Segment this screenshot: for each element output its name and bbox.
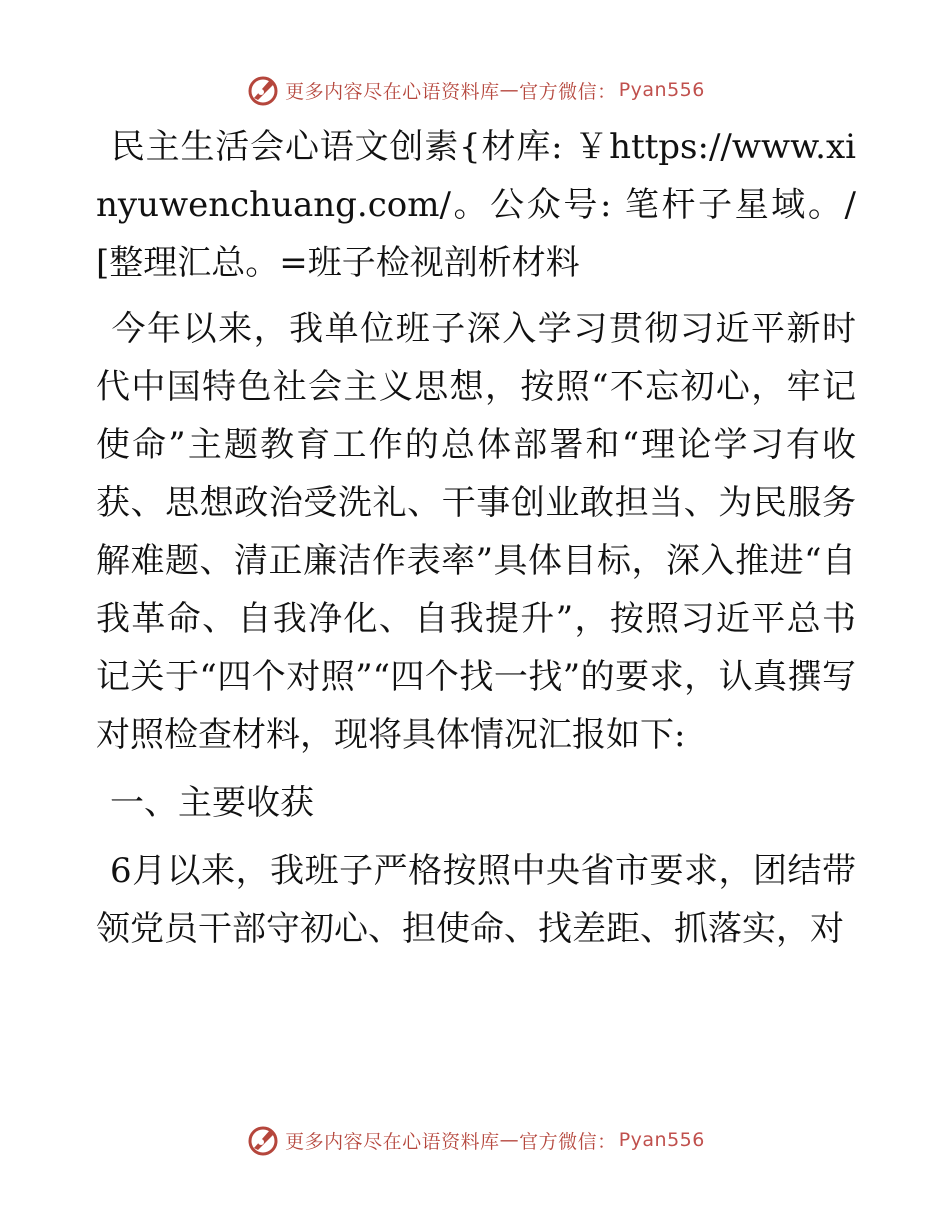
banner-prefix: 更多内容尽在心语资料库 xyxy=(285,80,500,103)
banner-official: 官方微信： xyxy=(519,1130,617,1153)
banner-dash: — xyxy=(499,1129,520,1151)
footer-watermark xyxy=(0,1120,950,1160)
section-heading: 一、主要收获 xyxy=(110,783,314,823)
logo-icon xyxy=(245,72,281,108)
banner-prefix: 更多内容尽在心语资料库 xyxy=(285,1130,500,1153)
header-watermark xyxy=(0,70,950,110)
logo-icon xyxy=(245,1122,281,1158)
banner-dash: — xyxy=(499,79,520,101)
banner-official: 官方微信： xyxy=(519,80,617,103)
banner-wechat-id: Pyan556 xyxy=(618,1129,705,1151)
document-title: 民主生活会心语文创素{材库: ￥https://www.xinyuwenchuang.com/。公众号: 笔杆子星域。/[整理汇总。=班子检视剖析材料 xyxy=(96,127,856,283)
document-body xyxy=(96,118,856,958)
body-paragraph: 6月以来，我班子严格按照中央省市要求，团结带领党员干部守初心、担使命、找差距、抓落实，对 xyxy=(96,851,856,949)
intro-paragraph: 今年以来，我单位班子深入学习贯彻习近平新时代中国特色社会主义思想，按照“不忘初心，牢记使命”主题教育工作的总体部署和“理论学习有收获、思想政治受洗礼、干事创业敢担当、为民服务解难题、清正廉洁作表率”具体目标，深入推进“自我革命、自我净化、自我提升”，按照习近平总书记关于“四个对照”“四个找一找”的要求，认真撰写对照检查材料，现将具体情况汇报如下: xyxy=(96,309,856,755)
banner-wechat-id: Pyan556 xyxy=(618,79,705,101)
